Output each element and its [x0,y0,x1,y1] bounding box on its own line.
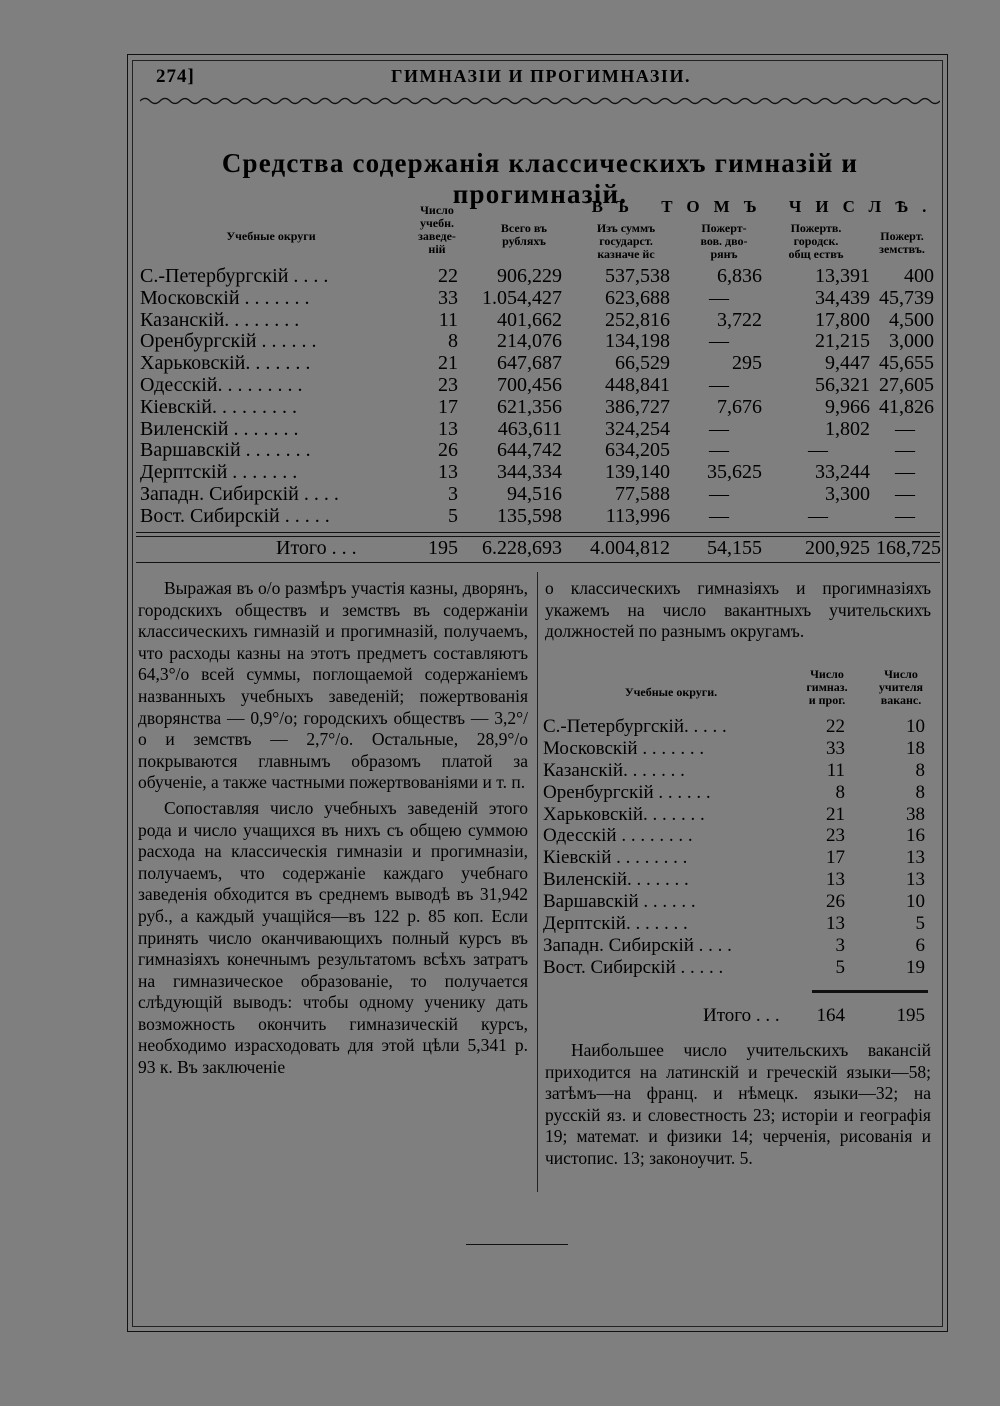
cell-dvor: 3,722 [717,308,762,331]
cell-name: Западн. Сибирскій . . . . [543,934,732,956]
cell-gimn: 5 [835,956,845,978]
table-row [541,804,937,826]
table-title: Средства содержанія классическихъ гимназій и прогимназій. [221,148,859,209]
cell-gorod: — [808,504,828,527]
table-row [136,288,940,310]
total-zemstv: 168,725 [876,537,941,559]
table-row [136,462,940,484]
cell-gorod: 56,321 [815,373,870,396]
header-okrug2: Учебные округи. [624,685,718,699]
vacancy-total-row [541,1005,937,1027]
cell-name: Московскій . . . . . . . [543,737,705,759]
vacancy-total-rule [812,990,928,993]
cell-count: 13 [438,417,458,440]
wavy-rule [140,96,940,106]
total-kazna: 4.004,812 [590,537,670,559]
cell-kazna: 134,198 [605,330,670,353]
right-column-text-top [545,578,931,643]
cell-count: 17 [438,395,458,418]
cell-gimn: 8 [835,781,845,803]
table-row [136,331,940,353]
paragraph: Выражая въ о/о размѣръ участія казны, дворянъ, городскихъ обществъ и земствъ въ содержаніи классическихъ гимназій и прогимназій, получаемъ, что расходы казны на этотъ предметъ составляютъ 64,3°/о всей суммы, поглощаемой содержаніемъ названныхъ учебныхъ заведеній; пожертвованія дворянства — 0,9°/о; городскихъ обществъ — 3,2°/о и земствъ — 2,7°/о. Остальные, 28,9°/о покрываются главнымъ образомъ платой за обученіе, а также частными пожертвованіями и т. п. [138,578,528,793]
cell-name: Кіевскій. . . . . . . . . [140,395,297,418]
table-row [136,484,940,506]
cell-gorod: 1,802 [825,417,870,440]
cell-total: 906,229 [497,265,562,287]
cell-kazna: 537,538 [605,265,670,287]
cell-total: 344,334 [497,461,562,484]
cell-count: 8 [448,330,458,353]
cell-gorod: 9,447 [825,352,870,375]
cell-uchit: 6 [915,934,925,956]
table-row [541,957,937,979]
cell-name: Харьковскій. . . . . . . [140,352,311,375]
cell-name: Вост. Сибирскій . . . . . [140,504,330,527]
cell-name: Западн. Сибирскій . . . . [140,482,339,505]
cell-gimn: 21 [826,803,845,825]
cell-total: 621,356 [497,395,562,418]
cell-zemstv: — [895,417,915,440]
cell-name: Варшавскій . . . . . . [543,891,696,913]
vacancy-total-label: Итого . . . [703,1005,780,1026]
header-gorod: Пожертв. городск. общ ествъ [788,221,844,261]
cell-zemstv: 400 [904,265,934,287]
cell-uchit: 5 [915,913,925,935]
cell-name: Оренбургскій . . . . . . [140,330,317,353]
cell-count: 23 [438,373,458,396]
cell-total: 401,662 [497,308,562,331]
left-column-text [138,578,528,1079]
table-row [541,782,937,804]
cell-total: 644,742 [497,439,562,462]
cell-zemstv: — [895,461,915,484]
cell-total: 94,516 [507,482,562,505]
cell-gorod: — [808,439,828,462]
header-okrug: Учебные округи [226,229,316,243]
total-gorod: 200,925 [805,537,870,559]
header-kazna: Изъ суммъ государст. казначе йс [596,221,656,261]
table-row [136,353,940,375]
cell-zemstv: — [895,482,915,505]
table-row [541,891,937,913]
paragraph: Сопоставляя число учебныхъ заведеній этого рода и число учащихся въ нихъ съ общею суммою расхода на классическія гимназіи и прогимназіи, получаемъ, что содержаніе каждаго учебнаго заведенія обходится въ среднемъ выводѣ въ 31,942 руб., а каждый учащійся—въ 122 р. 85 коп. Если принять число оканчивающихъ полный курсъ въ гимназіяхъ конечнымъ результатомъ всѣхъ затратъ на гимназическое образованіе, то получается слѣдующій выводъ: чтобы одному ученику дать возможность окончить гимназическій курсъ, необходимо израсходовать для этой цѣли 5,341 р. 93 к. Въ заключеніе [138,797,528,1078]
cell-count: 22 [438,265,458,287]
cell-gorod: 21,215 [815,330,870,353]
cell-zemstv: 45,655 [879,352,934,375]
cell-total: 463,611 [497,417,562,440]
cell-zemstv: 3,000 [889,330,934,353]
page-number: 274] [156,66,195,87]
vacancy-total-uchit: 195 [896,1005,925,1026]
cell-name: Дерптскій. . . . . . . [543,913,688,935]
vacancy-table-header [541,666,937,716]
cell-uchit: 13 [906,869,925,891]
cell-count: 26 [438,439,458,462]
right-column-text-bottom [545,1040,931,1170]
cell-total: 214,076 [497,330,562,353]
paragraph: о классическихъ гимназіяхъ и прогимназіяхъ укажемъ на число вакантныхъ учительскихъ должностей по разнымъ округамъ. [545,578,931,642]
cell-gorod: 3,300 [825,482,870,505]
cell-uchit: 18 [906,737,925,759]
cell-kazna: 139,140 [605,461,670,484]
table-bottom-rule [136,562,940,563]
funding-table-body [136,266,940,528]
cell-count: 13 [438,461,458,484]
cell-total: 135,598 [497,504,562,527]
cell-name: Казанскій. . . . . . . [543,759,685,781]
table-row [136,419,940,441]
cell-count: 33 [438,286,458,309]
total-sum: 6.228,693 [482,537,562,559]
cell-gorod: 33,244 [815,461,870,484]
header-v-tom-chisle: ВЪ ТОМЪ ЧИСЛѢ. [591,197,941,216]
cell-count: 3 [448,482,458,505]
cell-count: 21 [438,352,458,375]
vacancy-total-gimn: 164 [816,1005,845,1026]
cell-gimn: 13 [826,913,845,935]
cell-uchit: 8 [915,759,925,781]
cell-total: 647,687 [497,352,562,375]
cell-kazna: 66,529 [615,352,670,375]
cell-dvor: — [709,373,729,396]
cell-uchit: 38 [906,803,925,825]
cell-dvor: — [709,286,729,309]
cell-count: 5 [448,504,458,527]
cell-zemstv: 41,826 [879,395,934,418]
cell-name: Казанскій. . . . . . . . [140,308,300,331]
cell-name: С.-Петербургскій. . . . . [543,716,727,737]
cell-uchit: 13 [906,847,925,869]
cell-kazna: 324,254 [605,417,670,440]
header-gimn: Число гимназ. и прог. [806,667,848,707]
column-divider [537,572,538,1192]
cell-total: 1.054,427 [482,286,562,309]
paragraph: Наибольшее число учительскихъ вакансій приходится на латинскій и греческій языки—58; затѣмъ—на франц. и нѣмецк. языки—32; на русскій яз. и словестность 23; исторіи и географія 19; математ. и физики 14; черченія, рисованія и чистопис. 13; законоучит. 5. [545,1040,931,1168]
table-row [136,266,940,288]
cell-dvor: — [709,504,729,527]
cell-name: Дерптскій . . . . . . . [140,461,298,484]
table-row [541,825,937,847]
cell-kazna: 77,588 [615,482,670,505]
cell-name: Варшавскій . . . . . . . [140,439,311,462]
cell-name: Виленскій. . . . . . . [543,869,689,891]
cell-gimn: 33 [826,737,845,759]
cell-uchit: 10 [906,891,925,913]
cell-zemstv: — [895,439,915,462]
cell-gimn: 26 [826,891,845,913]
cell-count: 11 [438,308,458,331]
cell-gimn: 17 [826,847,845,869]
funding-table [136,197,941,528]
header-uchit: Число учителя ваканс. [878,667,924,707]
cell-gimn: 13 [826,869,845,891]
cell-dvor: 295 [732,352,762,375]
cell-kazna: 448,841 [605,373,670,396]
cell-name: С.-Петербургскій . . . . [140,265,329,287]
cell-uchit: 10 [906,716,925,737]
table-row [541,847,937,869]
cell-gorod: 13,391 [815,265,870,287]
table-row [136,375,940,397]
cell-name: Московскій . . . . . . . [140,286,310,309]
cell-gorod: 34,439 [815,286,870,309]
cell-kazna: 623,688 [605,286,670,309]
header-total: Всего въ рубляхъ [500,221,548,248]
cell-gimn: 11 [826,759,845,781]
cell-dvor: — [709,439,729,462]
table-row [136,506,940,528]
page-header [146,66,936,92]
cell-uchit: 19 [906,956,925,978]
table-row [541,760,937,782]
cell-zemstv: 4,500 [889,308,934,331]
cell-kazna: 634,205 [605,439,670,462]
cell-total: 700,456 [497,373,562,396]
total-dvor: 54,155 [707,537,762,559]
cell-gorod: 9,966 [825,395,870,418]
header-dvor: Пожерт- вов. дво- рянъ [700,221,748,261]
cell-name: Вост. Сибирскій . . . . . [543,956,724,978]
cell-zemstv: — [895,504,915,527]
cell-dvor: 6,836 [717,265,762,287]
funding-total-row [136,537,940,559]
total-count: 195 [428,537,458,559]
table-row [541,716,937,738]
cell-gimn: 22 [826,716,845,737]
header-zemstv: Пожерт. земствъ. [879,229,925,256]
table-row [541,738,937,760]
cell-name: Кіевскій . . . . . . . . [543,847,688,869]
vacancy-table-body [541,716,937,979]
total-label: Итого . . . [276,537,357,559]
cell-dvor: — [709,330,729,353]
cell-uchit: 16 [906,825,925,847]
cell-name: Одесскій. . . . . . . . . [140,373,303,396]
cell-dvor: — [709,417,729,440]
cell-dvor: — [709,482,729,505]
cell-kazna: 386,727 [605,395,670,418]
table-row [136,440,940,462]
table-row [541,869,937,891]
table-row [136,397,940,419]
cell-name: Виленскій . . . . . . . [140,417,299,440]
cell-gimn: 3 [835,934,845,956]
cell-gorod: 17,800 [815,308,870,331]
cell-name: Харьковскій. . . . . . . [543,803,705,825]
funding-table-header [136,197,941,266]
cell-zemstv: 45,739 [879,286,934,309]
cell-kazna: 113,996 [605,504,670,527]
table-row [541,935,937,957]
cell-name: Оренбургскій . . . . . . [543,781,711,803]
vacancy-table [541,666,937,979]
cell-zemstv: 27,605 [879,373,934,396]
table-row [541,913,937,935]
cell-name: Одесскій . . . . . . . . [543,825,693,847]
running-head: ГИМНАЗIИ И ПРОГИМНАЗIИ. [391,66,691,86]
header-count: Число учебн. заведе- ній [418,203,456,256]
cell-dvor: 35,625 [707,461,762,484]
cell-kazna: 252,816 [605,308,670,331]
cell-gimn: 23 [826,825,845,847]
table-row [136,310,940,332]
cell-uchit: 8 [915,781,925,803]
footer-rule [466,1244,568,1245]
cell-dvor: 7,676 [717,395,762,418]
